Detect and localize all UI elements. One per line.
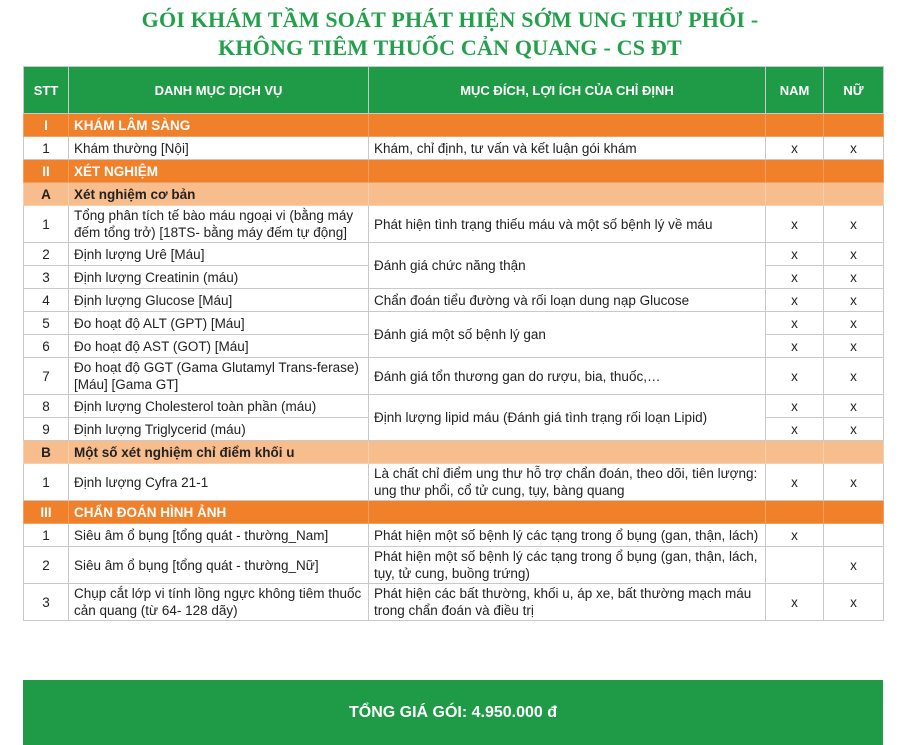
title-line-1: GÓI KHÁM TẦM SOÁT PHÁT HIỆN SỚM UNG THƯ PHỔI -	[141, 7, 759, 32]
service-cell: Siêu âm ổ bụng [tổng quát - thường_Nữ]	[69, 547, 369, 584]
stt-cell: 9	[24, 418, 69, 441]
purpose-cell: Chẩn đoán tiểu đường và rối loạn dung nạp Glucose	[369, 289, 766, 312]
female-cell	[824, 501, 884, 524]
male-cell: x	[766, 137, 824, 160]
purpose-cell	[369, 183, 766, 206]
stt-cell: I	[24, 114, 69, 137]
service-table	[23, 66, 884, 621]
header-female: NỮ	[824, 67, 884, 114]
service-cell: Khám thường [Nội]	[69, 137, 369, 160]
table-row	[24, 289, 884, 312]
stt-cell: II	[24, 160, 69, 183]
stt-cell: 1	[24, 206, 69, 243]
stt-cell: A	[24, 183, 69, 206]
table-header	[24, 67, 884, 114]
female-cell: x	[824, 395, 884, 418]
female-cell	[824, 114, 884, 137]
table-row	[24, 464, 884, 501]
table-row	[24, 137, 884, 160]
male-cell: x	[766, 395, 824, 418]
female-cell	[824, 160, 884, 183]
male-cell	[766, 501, 824, 524]
male-cell	[766, 160, 824, 183]
header-stt: STT	[24, 67, 69, 114]
service-cell: Chụp cắt lớp vi tính lồng ngực không tiêm thuốc cản quang (từ 64- 128 dãy)	[69, 584, 369, 621]
stt-cell: III	[24, 501, 69, 524]
stt-cell: 6	[24, 335, 69, 358]
section-row	[24, 160, 884, 183]
service-cell: Định lượng Cholesterol toàn phần (máu)	[69, 395, 369, 418]
service-cell: Định lượng Triglycerid (máu)	[69, 418, 369, 441]
service-cell: Định lượng Glucose [Máu]	[69, 289, 369, 312]
male-cell	[766, 547, 824, 584]
service-cell: Đo hoạt độ GGT (Gama Glutamyl Trans-ferase) [Máu] [Gama GT]	[69, 358, 369, 395]
purpose-cell	[369, 114, 766, 137]
table-row	[24, 547, 884, 584]
male-cell: x	[766, 266, 824, 289]
table-row	[24, 584, 884, 621]
stt-cell: 1	[24, 524, 69, 547]
purpose-cell	[369, 501, 766, 524]
service-cell: Định lượng Urê [Máu]	[69, 243, 369, 266]
female-cell: x	[824, 547, 884, 584]
purpose-cell: Phát hiện tình trạng thiếu máu và một số bệnh lý về máu	[369, 206, 766, 243]
male-cell: x	[766, 418, 824, 441]
stt-cell: 3	[24, 266, 69, 289]
male-cell: x	[766, 312, 824, 335]
stt-cell: 5	[24, 312, 69, 335]
stt-cell: 7	[24, 358, 69, 395]
male-cell	[766, 183, 824, 206]
section-title: XÉT NGHIỆM	[69, 160, 369, 183]
female-cell: x	[824, 289, 884, 312]
service-cell: Định lượng Cyfra 21-1	[69, 464, 369, 501]
table-row	[24, 312, 884, 335]
purpose-cell: Đánh giá một số bệnh lý gan	[369, 312, 766, 358]
female-cell	[824, 183, 884, 206]
male-cell: x	[766, 524, 824, 547]
stt-cell: 2	[24, 547, 69, 584]
stt-cell: 8	[24, 395, 69, 418]
section-title: CHẨN ĐOÁN HÌNH ẢNH	[69, 501, 369, 524]
stt-cell: 3	[24, 584, 69, 621]
header-purpose: MỤC ĐÍCH, LỢI ÍCH CỦA CHỈ ĐỊNH	[369, 67, 766, 114]
stt-cell: B	[24, 441, 69, 464]
table-row	[24, 206, 884, 243]
female-cell: x	[824, 358, 884, 395]
female-cell	[824, 524, 884, 547]
table-row	[24, 358, 884, 395]
section-title: Một số xét nghiệm chỉ điểm khối u	[69, 441, 369, 464]
purpose-cell	[369, 160, 766, 183]
section-title: Xét nghiệm cơ bản	[69, 183, 369, 206]
purpose-cell: Là chất chỉ điểm ung thư hỗ trợ chẩn đoán, theo dõi, tiên lượng: ung thư phổi, cổ tử cung, tụy, bàng quang	[369, 464, 766, 501]
header-service: DANH MỤC DỊCH VỤ	[69, 67, 369, 114]
female-cell: x	[824, 206, 884, 243]
female-cell: x	[824, 335, 884, 358]
female-cell	[824, 441, 884, 464]
female-cell: x	[824, 266, 884, 289]
male-cell: x	[766, 358, 824, 395]
stt-cell: 1	[24, 137, 69, 160]
total-price: TỔNG GIÁ GÓI: 4.950.000 đ	[23, 680, 883, 745]
male-cell: x	[766, 335, 824, 358]
purpose-cell: Phát hiện một số bệnh lý các tạng trong ổ bụng (gan, thận, lách)	[369, 524, 766, 547]
female-cell: x	[824, 312, 884, 335]
service-cell: Siêu âm ổ bụng [tổng quát - thường_Nam]	[69, 524, 369, 547]
purpose-cell: Định lượng lipid máu (Đánh giá tình trạng rối loạn Lipid)	[369, 395, 766, 441]
male-cell: x	[766, 464, 824, 501]
female-cell: x	[824, 584, 884, 621]
purpose-cell: Khám, chỉ định, tư vấn và kết luận gói khám	[369, 137, 766, 160]
male-cell: x	[766, 289, 824, 312]
subsection-row	[24, 441, 884, 464]
title-line-2: KHÔNG TIÊM THUỐC CẢN QUANG - CS ĐT	[218, 35, 682, 60]
subsection-row	[24, 183, 884, 206]
female-cell: x	[824, 243, 884, 266]
male-cell	[766, 441, 824, 464]
female-cell: x	[824, 464, 884, 501]
table-row	[24, 395, 884, 418]
stt-cell: 1	[24, 464, 69, 501]
male-cell: x	[766, 584, 824, 621]
purpose-cell: Phát hiện một số bệnh lý các tạng trong ổ bụng (gan, thận, lách, tụy, tử cung, buồng trứng)	[369, 547, 766, 584]
male-cell	[766, 114, 824, 137]
table-row	[24, 243, 884, 266]
service-cell: Định lượng Creatinin (máu)	[69, 266, 369, 289]
page-title	[0, 6, 900, 62]
purpose-cell: Đánh giá chức năng thận	[369, 243, 766, 289]
section-row	[24, 501, 884, 524]
female-cell: x	[824, 418, 884, 441]
male-cell: x	[766, 243, 824, 266]
service-cell: Tổng phân tích tế bào máu ngoại vi (bằng máy đếm tổng trở) [18TS- bằng máy đếm tự động]	[69, 206, 369, 243]
purpose-cell: Phát hiện các bất thường, khối u, áp xe, bất thường mạch máu trong chẩn đoán và điều trị	[369, 584, 766, 621]
section-row	[24, 114, 884, 137]
service-cell: Đo hoạt độ ALT (GPT) [Máu]	[69, 312, 369, 335]
table-body	[24, 114, 884, 621]
purpose-cell: Đánh giá tổn thương gan do rượu, bia, thuốc,…	[369, 358, 766, 395]
stt-cell: 4	[24, 289, 69, 312]
female-cell: x	[824, 137, 884, 160]
table-row	[24, 524, 884, 547]
header-male: NAM	[766, 67, 824, 114]
service-cell: Đo hoạt độ AST (GOT) [Máu]	[69, 335, 369, 358]
male-cell: x	[766, 206, 824, 243]
purpose-cell	[369, 441, 766, 464]
stt-cell: 2	[24, 243, 69, 266]
section-title: KHÁM LÂM SÀNG	[69, 114, 369, 137]
